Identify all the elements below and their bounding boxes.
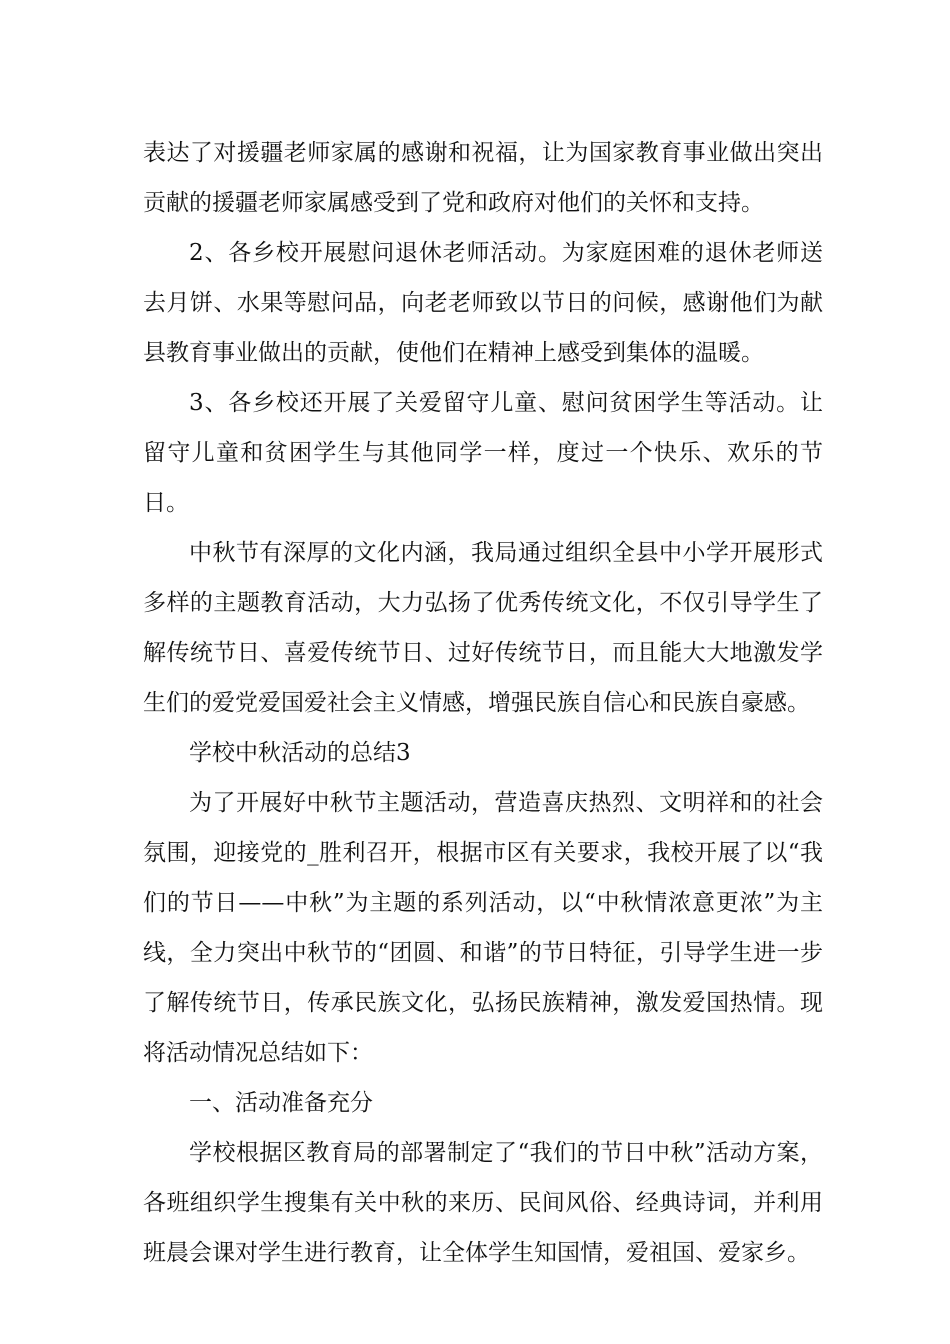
paragraph-5: 为了开展好中秋节主题活动，营造喜庆热烈、文明祥和的社会氛围，迎接党的_胜利召开，根据市区有关要求，我校开展了以“我们的节日——中秋”为主题的系列活动，以“中秋情浓意更浓”为主线，全力突出中秋节的“团圆、和谐”的节日特征，引导学生进一步了解传统节日，传承民族文化，弘扬民族精神，激发爱国热情。现将活动情况总结如下： xyxy=(143,790,823,1066)
section-title: 学校中秋活动的总结3 xyxy=(189,740,411,766)
paragraph-2: 2、各乡校开展慰问退休老师活动。为家庭困难的退休老师送去月饼、水果等慰问品，向老老师致以节日的问候，感谢他们为献县教育事业做出的贡献，使他们在精神上感受到集体的温暖。 xyxy=(143,240,823,366)
paragraph-6: 学校根据区教育局的部署制定了“我们的节日中秋”活动方案，各班组织学生搜集有关中秋的来历、民间风俗、经典诗词，并利用班晨会课对学生进行教育，让全体学生知国情，爱祖国、爱家乡。 xyxy=(143,1140,823,1266)
paragraph-4: 中秋节有深厚的文化内涵，我局通过组织全县中小学开展形式多样的主题教育活动，大力弘扬了优秀传统文化，不仅引导学生了解传统节日、喜爱传统节日、过好传统节日，而且能大大地激发学生们的爱党爱国爱社会主义情感，增强民族自信心和民族自豪感。 xyxy=(143,540,823,716)
document-body xyxy=(143,128,823,1278)
paragraph-1: 表达了对援疆老师家属的感谢和祝福，让为国家教育事业做出突出贡献的援疆老师家属感受到了党和政府对他们的关怀和支持。 xyxy=(143,140,823,216)
subsection-title: 一、活动准备充分 xyxy=(189,1090,373,1116)
paragraph-3: 3、各乡校还开展了关爱留守儿童、慰问贫困学生等活动。让留守儿童和贫困学生与其他同学一样，度过一个快乐、欢乐的节日。 xyxy=(143,390,823,516)
